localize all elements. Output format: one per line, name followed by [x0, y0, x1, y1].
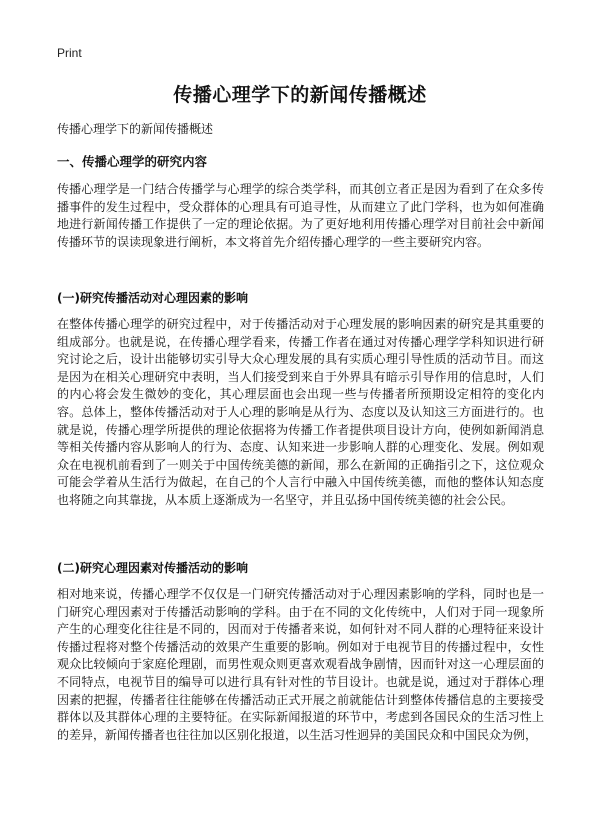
- paragraph-psychology-on-activity: 相对地来说，传播心理学不仅仅是一门研究传播活动对于心理因素影响的学科，同时也是一门研究心理因素对于传播活动影响的学科。由于在不同的文化传统中，人们对于同一现象所产生的心理变化往往是不同的，因而对于传播者来说，如何针对不同人群的心理特征来设计传播过程将对整个传播活动的效果产生重要的影响。例如对于电视节目的传播过程中，女性观众比较倾向于家庭伦理剧，而男性观众则更喜欢观看战争剧情，因而针对这一心理层面的不同特点，电视节目的编导可以进行具有针对性的节目设计。也就是说，通过对于群体心理因素的把握，传播者往往能够在传播活动正式开展之前就能估计到整体传播信息的主要接受群体以及其群体心理的主要特征。在实际新闻报道的环节中，考虑到各国民众的生活习性上的差异，新闻传播者也往往加以区别化报道，以生活习性迥异的美国民众和中国民众为例，: [57, 587, 544, 742]
- document-subtitle: 传播心理学下的新闻传播概述: [57, 122, 214, 136]
- paragraph-activity-on-psychology: 在整体传播心理学的研究过程中，对于传播活动对于心理发展的影响因素的研究是其重要的组成部分。也就是说，在传播心理学看来，传播工作者在通过对传播心理学学科知识进行研究讨论之后，设计出能够切实引导大众心理发展的具有实质心理引导性质的活动节目。而这是因为在相关心理研究中表明，当人们接受到来自于外界具有暗示引导作用的信息时，人们的内心将会发生微妙的变化，其心理层面也会出现一些与传播者所预期设定相符的变化内容。总体上，整体传播活动对于人心理的影响是从行为、态度以及认知这三方面进行的。也就是说，传播心理学所提供的理论依据将为传播工作者提供项目设计方向，使例如新闻消息等相关传播内容从影响人的行为、态度、认知来进一步影响人群的心理变化、发展。例如观众在电视机前看到了一则关于中国传统美德的新闻，那么在新闻的正确指引之下，这位观众可能会学着从生活行为做起，在自己的个人言行中融入中国传统美德，而他的整体认知态度也将随之向其靠拢，从本质上逐渐成为一名坚守，并且弘扬中国传统美德的社会公民。: [57, 317, 544, 507]
- section-heading-research-content: 一、传播心理学的研究内容: [57, 154, 208, 169]
- subsection-heading-psychology-on-activity: (二)研究心理因素对传播活动的影响: [57, 561, 248, 575]
- print-link[interactable]: Print: [57, 46, 82, 60]
- subsection-heading-activity-on-psychology: (一)研究传播活动对心理因素的影响: [57, 291, 248, 305]
- intro-paragraph: 传播心理学是一门结合传播学与心理学的综合类学科，而其创立者正是因为看到了在众多传播事件的发生过程中，受众群体的心理具有可追寻性，从而建立了此门学科，也为如何准确地进行新闻传播工作提供了一定的理论依据。为了更好地利用传播心理学对目前社会中新闻传播环节的误读现象进行阐析，本文将首先介绍传播心理学的一些主要研究内容。: [57, 182, 544, 249]
- document-title: 传播心理学下的新闻传播概述: [173, 84, 427, 106]
